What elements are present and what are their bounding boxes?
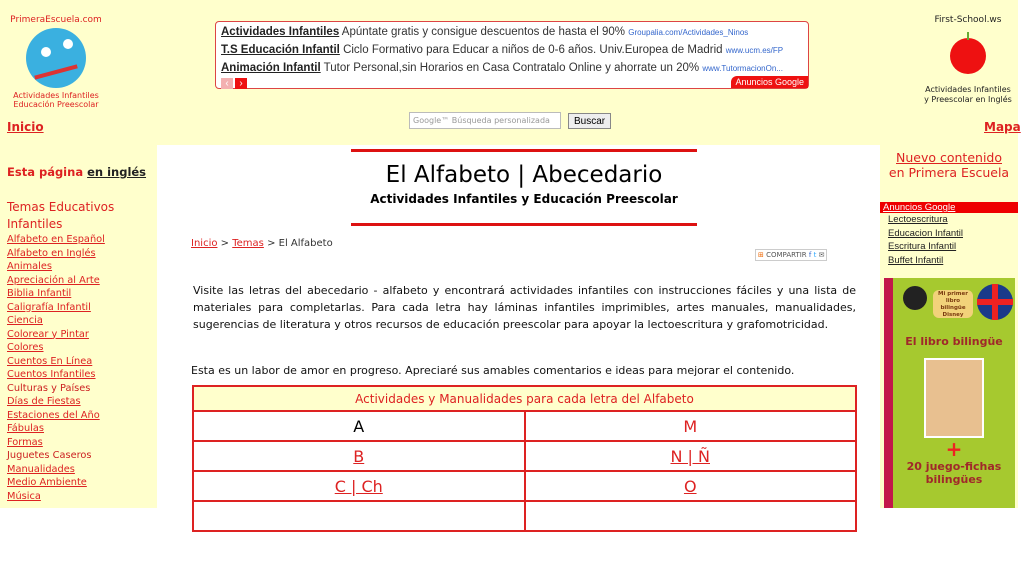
mapa-link[interactable]: Mapa (984, 120, 1021, 134)
search-input[interactable]: Google™ Búsqueda personalizada (409, 112, 561, 129)
table-row (193, 441, 856, 471)
google-ads-box (215, 21, 809, 89)
disney-banner[interactable] (884, 278, 1015, 508)
plus-icon: + (945, 437, 963, 461)
intro-paragraph: Visite las letras del abecedario - alfabeto y encontrará actividades infantiles con instrucciones fáciles y una lista de materiales para completarlas. Para cada letra hay láminas infantiles imprimibles, artes manuales, manualidades, sugerencias de literatura y otros recursos de educación preescolar para apoyar la lectoescritura y grafomotricidad. (193, 284, 856, 331)
sidebar-topic-link[interactable]: Apreciación al Arte (7, 274, 100, 286)
ad-title[interactable]: Actividades Infantiles (221, 26, 340, 38)
breadcrumb-sep: > (220, 238, 230, 249)
letter-b[interactable]: B (193, 441, 525, 471)
sidebar-topic-link[interactable]: Alfabeto en Español (7, 234, 105, 245)
svg-text:First-School.ws: First-School.ws (934, 15, 1002, 25)
left-sidebar (0, 145, 157, 508)
sidebar-topic-link[interactable]: Manualidades (7, 463, 75, 475)
banner-brand: Mi primer libro bilingüe Disney (938, 291, 968, 318)
buscar-button[interactable]: Buscar (568, 113, 611, 129)
banner-line1: El libro bilingüe (905, 335, 1003, 348)
first-school-logo[interactable] (918, 8, 1018, 108)
ads-prev-button[interactable]: ‹ (221, 78, 233, 89)
sidebar-topic-link[interactable]: Días de Fiestas (7, 396, 81, 407)
language-switch (7, 165, 157, 179)
sidebar-topic-link[interactable]: Animales (7, 261, 53, 272)
svg-text:Actividades Infantiles: Actividades Infantiles (925, 85, 1011, 94)
sidebar-topic-link[interactable]: Juguetes Caseros (7, 450, 92, 461)
svg-text:y Preescolar en Inglés: y Preescolar en Inglés (924, 95, 1012, 104)
svg-text:PrimeraEscuela.com: PrimeraEscuela.com (10, 15, 102, 25)
letter-a: A (193, 411, 525, 441)
breadcrumb-current: El Alfabeto (278, 238, 333, 249)
ad-title[interactable]: T.S Educación Infantil (221, 44, 340, 56)
disney-logo (893, 278, 1015, 323)
ad-link[interactable]: Educacion Infantil (888, 227, 963, 239)
table-row (193, 411, 856, 441)
ad-link[interactable]: Buffet Infantil (888, 254, 944, 266)
sidebar-topic-link[interactable]: Música (7, 490, 41, 502)
ad-url[interactable]: www.ucm.es/FP (725, 46, 784, 55)
primera-escuela-logo[interactable] (6, 8, 106, 108)
topics-heading: Temas Educativos Infantiles (7, 200, 115, 231)
svg-text:Actividades Infantiles: Actividades Infantiles (13, 91, 99, 100)
breadcrumb-inicio[interactable]: Inicio (191, 238, 218, 249)
ad-text: Ciclo Formativo para Educar a niños de 0-6 años. Univ.Europea de Madrid (343, 44, 723, 56)
ad-row[interactable] (221, 23, 803, 41)
esta-label: Esta página (7, 165, 84, 179)
sidebar-topic-link[interactable]: Medio Ambiente (7, 477, 87, 488)
letter-o[interactable]: O (525, 471, 857, 501)
ad-title[interactable]: Animación Infantil (221, 62, 321, 74)
sidebar-topic-link[interactable]: Ciencia (7, 315, 43, 326)
ads-next-button[interactable]: › (235, 78, 247, 89)
ad-text: Tutor Personal,sin Horarios en Casa Contratalo Online y ahorrate un 20% (323, 62, 700, 74)
breadcrumb (191, 238, 333, 249)
letter-n[interactable]: N | Ñ (525, 441, 857, 471)
book-cover-image (924, 358, 984, 438)
labor-paragraph: Esta es un labor de amor en progreso. Apreciaré sus amables comentarios e ideas para mejorar el contenido. (191, 364, 795, 377)
topics-list (7, 233, 157, 503)
ad-url[interactable]: Groupalia.com/Actividades_Ninos (628, 28, 749, 37)
sidebar-topic-link[interactable]: Formas (7, 436, 43, 448)
sidebar-topic-link[interactable]: Fábulas (7, 423, 44, 434)
right-sidebar (880, 145, 1018, 508)
page-title: El Alfabeto | Abecedario (385, 162, 663, 188)
share-button[interactable] (755, 249, 827, 261)
breadcrumb-temas[interactable]: Temas (232, 238, 264, 249)
inicio-link[interactable]: Inicio (7, 120, 44, 134)
page-subtitle: Actividades Infantiles y Educación Preescolar (370, 192, 678, 206)
svg-text:Educación Preescolar: Educación Preescolar (13, 100, 99, 108)
facebook-icon[interactable]: f (808, 251, 812, 259)
ad-text: Apúntate gratis y consigue descuentos de hasta el 90% (341, 26, 626, 38)
share-label: COMPARTIR (766, 251, 807, 259)
page-title-box (351, 149, 697, 226)
sidebar-topic-link[interactable]: Colorear y Pintar (7, 328, 89, 340)
nuevo-contenido-sub: en Primera Escuela (888, 165, 1010, 180)
twitter-icon[interactable]: t (813, 251, 817, 259)
sidebar-topic-link[interactable]: Alfabeto en Inglés (7, 247, 96, 259)
sidebar-topic-link[interactable]: Biblia Infantil (7, 288, 72, 299)
breadcrumb-sep: > (267, 238, 276, 249)
table-header: Actividades y Manualidades para cada letra del Alfabeto (193, 386, 856, 411)
sidebar-topic-link[interactable]: Cuentos En Línea (7, 355, 93, 367)
ad-row[interactable] (221, 41, 803, 59)
alphabet-table (192, 385, 857, 532)
ad-row[interactable] (221, 59, 803, 77)
ads-title[interactable]: Anuncios Google (880, 202, 1018, 213)
plus-icon: ⊞ (758, 251, 764, 259)
anuncios-google-badge[interactable]: Anuncios Google (731, 76, 808, 88)
ad-link[interactable]: Lectoescritura (888, 214, 948, 225)
letter-m[interactable]: M (525, 411, 857, 441)
sidebar-topic-link[interactable]: Caligrafía Infantil (7, 301, 91, 313)
nuevo-contenido[interactable] (884, 150, 1014, 180)
banner-line2: 20 juego-fichas bilingües (906, 460, 1002, 486)
email-icon[interactable]: ✉ (818, 251, 825, 259)
nuevo-contenido-link[interactable]: Nuevo contenido (896, 150, 1002, 165)
sidebar-topic-link[interactable]: Culturas y Países (7, 382, 91, 394)
sidebar-topic-link[interactable]: Estaciones del Año (7, 409, 100, 421)
table-row (193, 471, 856, 501)
ad-url[interactable]: www.TutormacionOn... (702, 64, 783, 73)
header (0, 0, 1021, 145)
sidebar-topic-link[interactable]: Cuentos Infantiles (7, 369, 96, 380)
english-link[interactable]: en inglés (87, 165, 147, 179)
sidebar-topic-link[interactable]: Colores (7, 342, 44, 353)
google-ads-links (880, 202, 1018, 267)
ad-link[interactable]: Escritura Infantil (888, 241, 957, 252)
letter-c[interactable]: C | Ch (193, 471, 525, 501)
